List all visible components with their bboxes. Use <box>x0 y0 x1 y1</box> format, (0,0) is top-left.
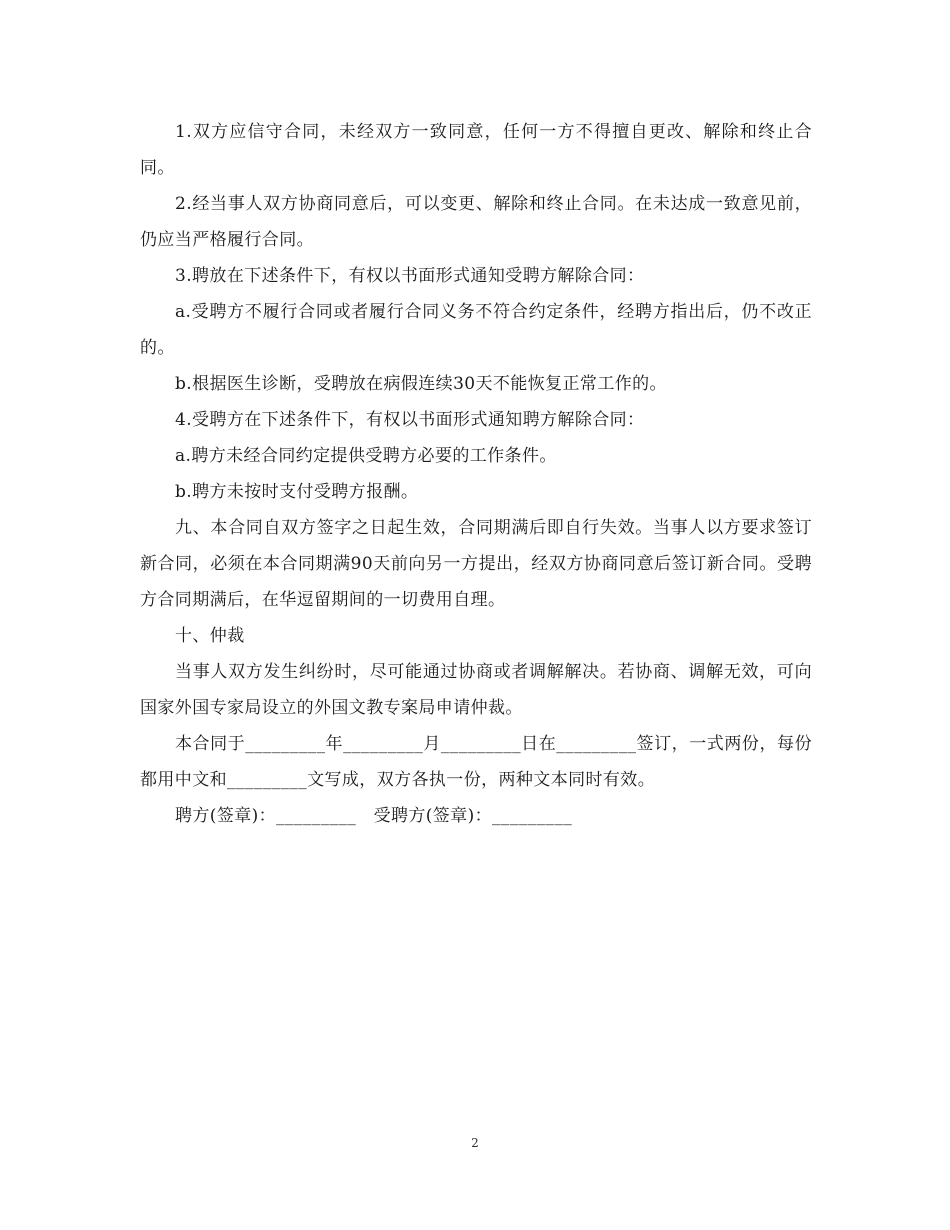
paragraph-signing-date: 本合同于_________年_________月_________日在_________签订，一式两份，每份都用中文和_________文写成，双方各执一份，两种文本同时有效。 <box>140 734 812 790</box>
paragraph-arbitration: 当事人双方发生纠纷时，尽可能通过协商或者调解解决。若协商、调解无效，可向国家外国专家局设立的外国文教专案局申请仲裁。 <box>140 662 812 718</box>
document-body <box>140 114 812 834</box>
paragraph-signatures: 聘方(签章)：_________ 受聘方(签章)：_________ <box>175 806 573 826</box>
paragraph-clause-3: 3.聘放在下述条件下，有权以书面形式通知受聘方解除合同： <box>175 266 645 286</box>
paragraph-clause-3a: a.受聘方不履行合同或者履行合同义务不符合约定条件，经聘方指出后，仍不改正的。 <box>140 302 812 358</box>
paragraph-clause-1: 1.双方应信守合同，未经双方一致同意，任何一方不得擅自更改、解除和终止合同。 <box>140 122 812 178</box>
paragraph-clause-2: 2.经当事人双方协商同意后，可以变更、解除和终止合同。在未达成一致意见前，仍应当严格履行合同。 <box>140 194 812 250</box>
page-number: 2 <box>471 1136 479 1150</box>
paragraph-clause-4a: a.聘方未经合同约定提供受聘方必要的工作条件。 <box>175 446 557 466</box>
heading-section-10: 十、仲裁 <box>175 626 245 646</box>
paragraph-clause-4b: b.聘方未按时支付受聘方报酬。 <box>175 482 419 502</box>
paragraph-clause-3b: b.根据医生诊断，受聘放在病假连续30天不能恢复正常工作的。 <box>175 374 667 394</box>
paragraph-clause-4: 4.受聘方在下述条件下，有权以书面形式通知聘方解除合同： <box>175 410 645 430</box>
paragraph-section-9: 九、本合同自双方签字之日起生效，合同期满后即自行失效。当事人以方要求签订新合同，必须在本合同期满90天前向另一方提出，经双方协商同意后签订新合同。受聘方合同期满后，在华逗留期间的一切费用自理。 <box>140 518 812 610</box>
